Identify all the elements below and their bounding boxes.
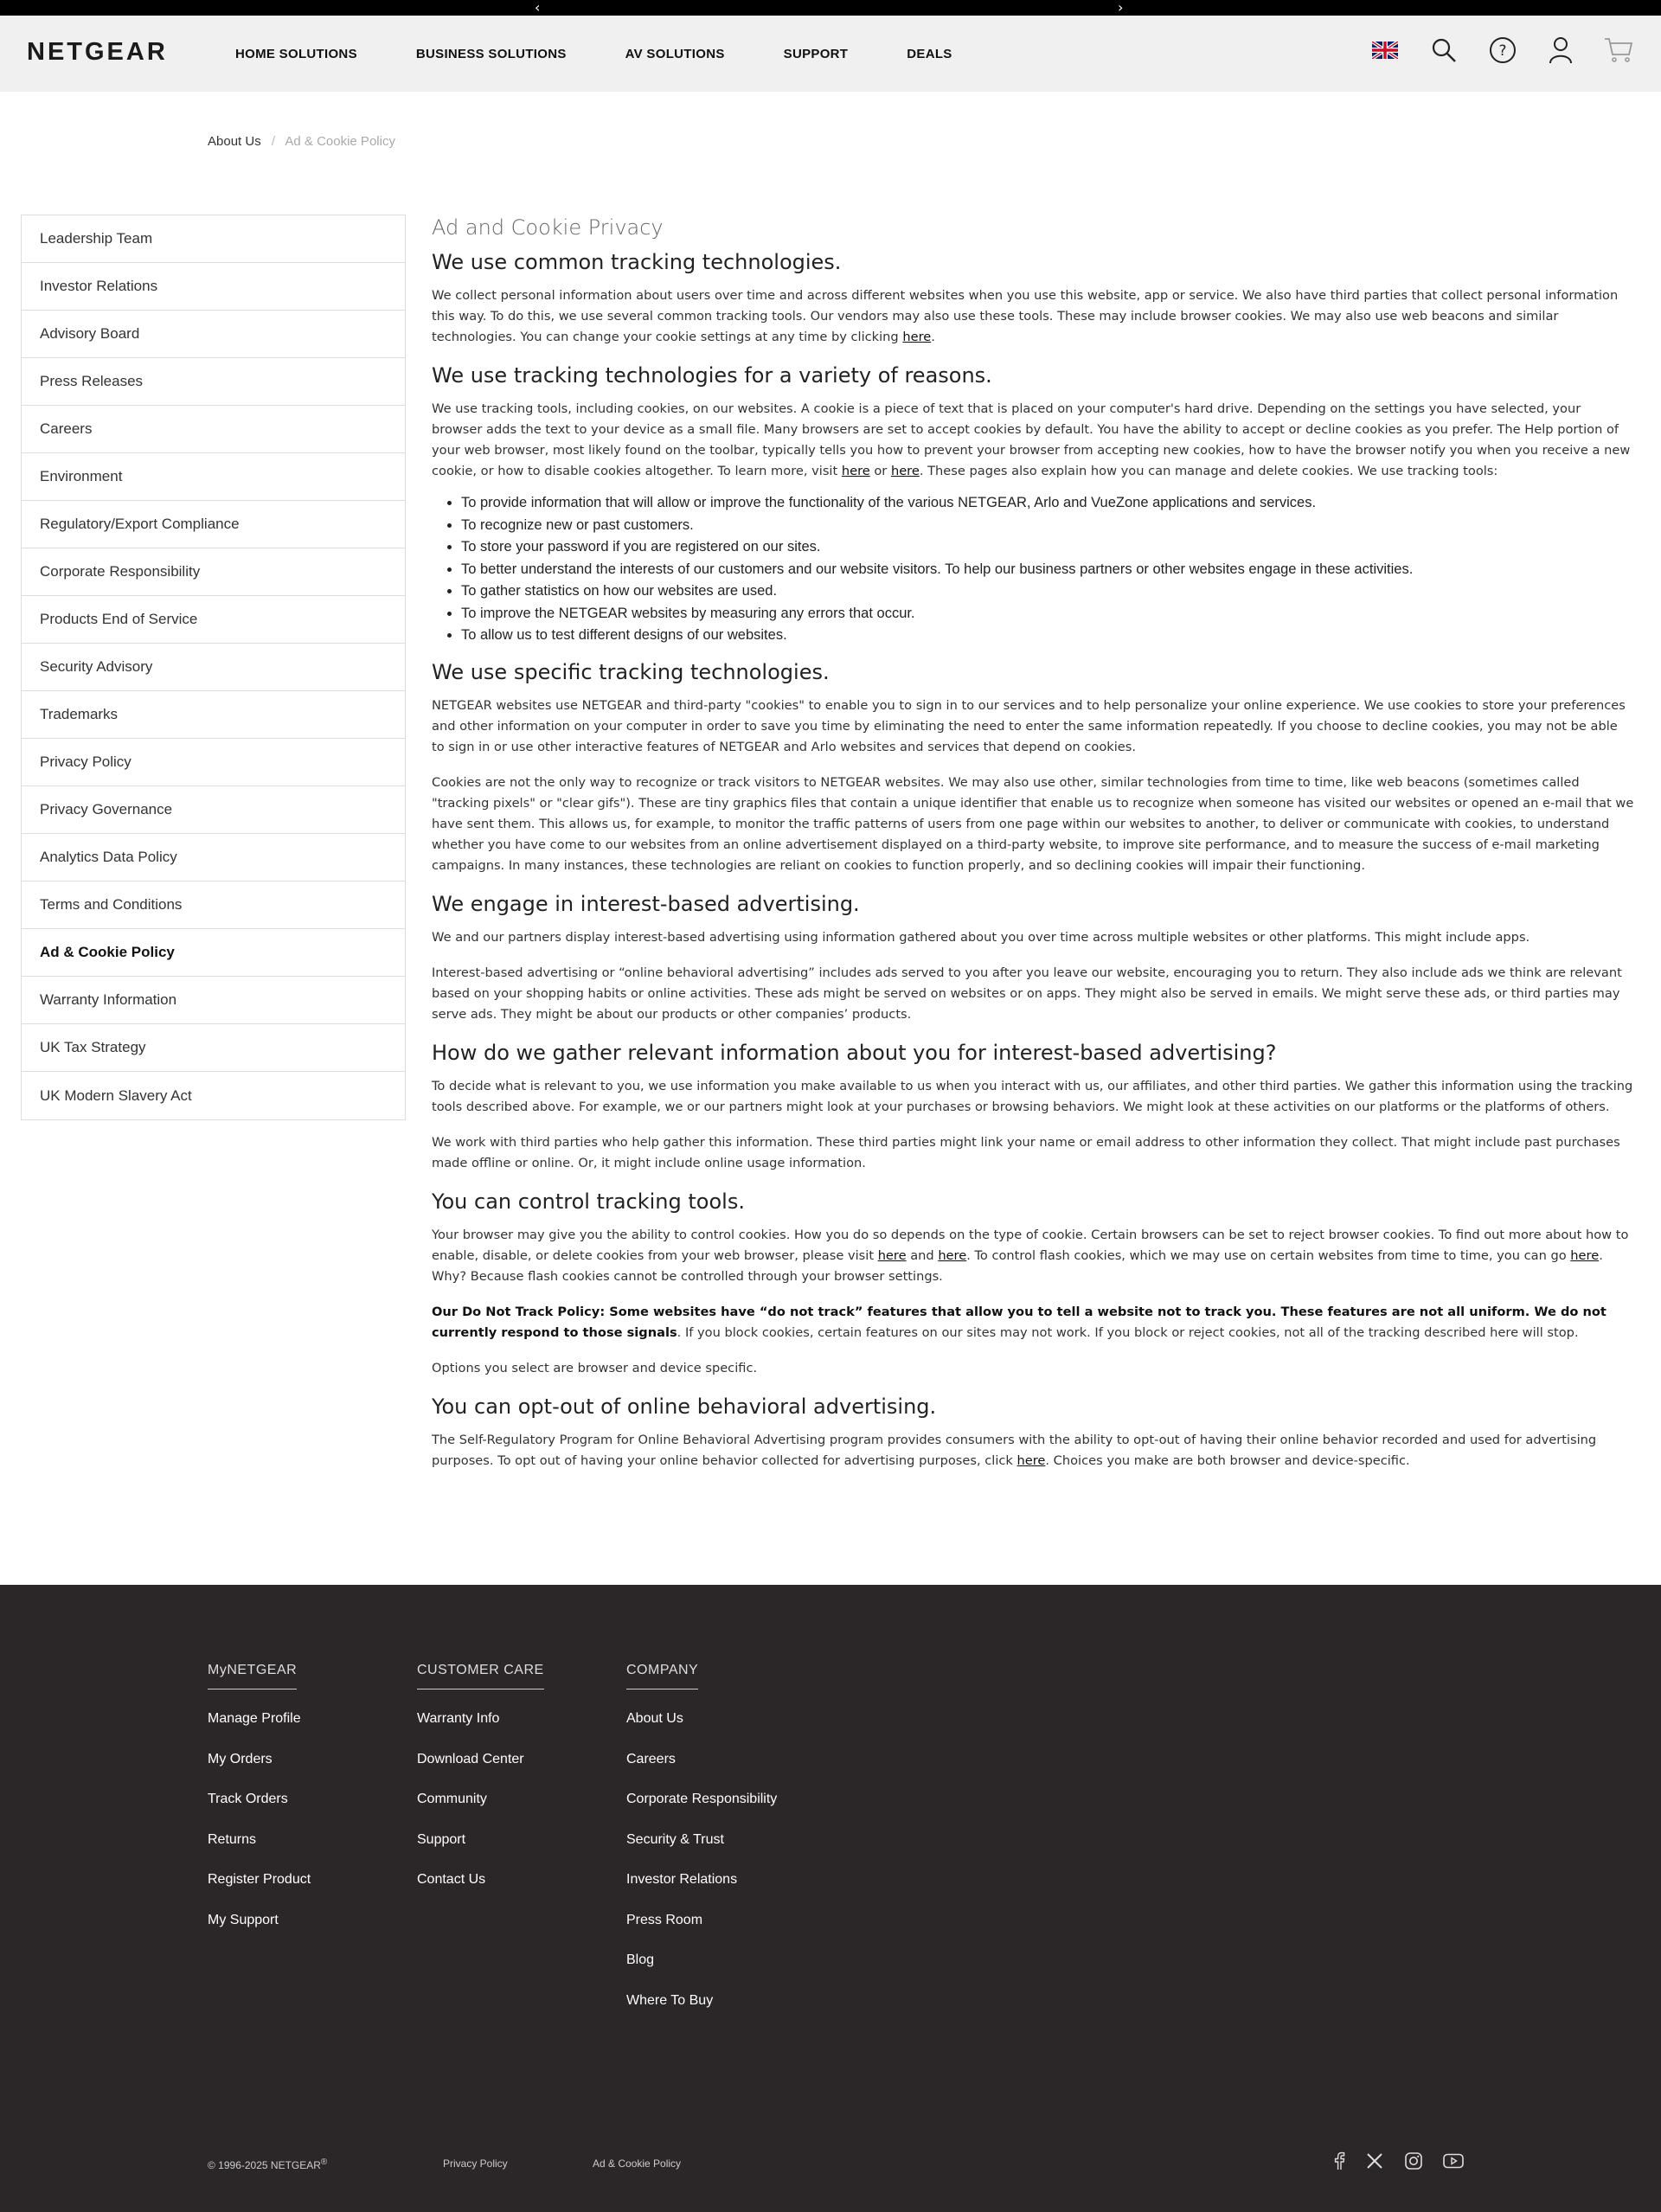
list-item: • To store your password if you are registered on our sites. xyxy=(461,536,1634,559)
page-title: Ad and Cookie Privacy xyxy=(432,215,664,240)
promo-next-chevron-right-icon[interactable]: › xyxy=(1118,0,1124,16)
sidebar-item-security-advisory[interactable]: Security Advisory xyxy=(22,644,405,691)
sidebar-item-advisory-board[interactable]: Advisory Board xyxy=(22,311,405,358)
section-heading-gather-information: How do we gather relevant information about you for interest-based advertising? xyxy=(432,1040,1277,1065)
section-heading-common-tracking: We use common tracking technologies. xyxy=(432,250,842,274)
footer-link[interactable]: Manage Profile xyxy=(208,1711,301,1726)
section-paragraph: Interest-based advertising or “online behavioral advertising” includes ads served to you after you leave our website, encouraging you to return. They also include ads we think are relevant based on your shopping habits or online activities. These ads might be served on websites or on apps. They might also be served in emails. We might serve these ads, or third parties may serve ads. They might be about our products or other companies’ products. xyxy=(432,965,1622,1022)
list-item: • To better understand the interests of our customers and our website visitors. To help our business partners or other websites engage in these activities. xyxy=(461,559,1634,581)
sidebar-item-ad-cookie-policy[interactable]: Ad & Cookie Policy xyxy=(22,929,405,977)
search-icon[interactable] xyxy=(1427,33,1461,67)
footer-link[interactable]: Corporate Responsibility xyxy=(626,1792,778,1806)
uk-flag-icon[interactable] xyxy=(1368,33,1402,67)
footer-link[interactable]: Support xyxy=(417,1831,466,1847)
site-footer xyxy=(0,1585,1661,2212)
nav-business-solutions[interactable]: BUSINESS SOLUTIONS xyxy=(415,46,567,61)
footer-link[interactable]: Community xyxy=(417,1792,487,1806)
footer-link[interactable]: Careers xyxy=(626,1751,676,1766)
promo-prev-chevron-left-icon[interactable]: ‹ xyxy=(535,0,541,16)
footer-link[interactable]: Where To Buy xyxy=(626,1992,714,2008)
sidebar-item-products-end-of-service[interactable]: Products End of Service xyxy=(22,596,405,644)
section-paragraph: We collect personal information about users over time and across different websites when you use this website, app or service. We also have third parties that collect personal information this way. To do this, we use several common tracking tools. Our vendors may also use these tools. These may include browser cookies. We may also use web beacons and similar technologies. You can change your cookie settings at any time by clicking here. xyxy=(432,288,1619,344)
section-heading-control-tracking: You can control tracking tools. xyxy=(432,1189,745,1214)
nav-support[interactable]: SUPPORT xyxy=(783,46,849,61)
footer-column-customer-care xyxy=(417,1663,544,1912)
footer-link[interactable]: Track Orders xyxy=(208,1792,288,1806)
sidebar-item-leadership-team[interactable]: Leadership Team xyxy=(22,215,405,263)
footer-heading: COMPANY xyxy=(626,1663,698,1689)
section-paragraph: Cookies are not the only way to recognize or track visitors to NETGEAR websites. We may also use other, similar technologies from time to time, like web beacons (sometimes called "tracking pixels" or "clear gifs"). These are tiny graphics files that contain a unique identifier that enable us to recognize when someone has visited our websites or opened an e-mail that we have sent them. This allows us, for example, to monitor the traffic patterns of users from one page within our websites to another, to deliver or communicate with cookies, to understand whether you have come to our websites from an online advertisement displayed on a third-party website, to improve site performance, and to measure the success of e-mail marketing campaigns. In many instances, these technologies are reliant on cookies to function properly, and so declining cookies will impair their functioning. xyxy=(432,774,1634,873)
footer-link[interactable]: Warranty Info xyxy=(417,1711,500,1726)
learn-more-link-2[interactable]: here xyxy=(890,464,920,478)
breadcrumb-separator: / xyxy=(271,134,276,149)
opt-out-link[interactable]: here xyxy=(1016,1452,1046,1468)
section-paragraph: NETGEAR websites use NETGEAR and third-party "cookies" to enable you to sign in to our services and to help personalize your online experience. We use cookies to store your preferences and other information on your computer in order to save you time by eliminating the need to enter the same information repeatedly. If you choose to decline cookies, you may not be able to sign in or use other interactive features of NETGEAR and Arlo websites and services that depend on cookies. xyxy=(432,697,1626,754)
browser-cookies-link-2[interactable]: here xyxy=(938,1247,967,1263)
main-nav xyxy=(235,16,1011,92)
footer-link[interactable]: Contact Us xyxy=(417,1872,486,1887)
sidebar-item-careers[interactable]: Careers xyxy=(22,406,405,453)
site-header xyxy=(0,16,1661,92)
sidebar-item-uk-modern-slavery-act[interactable]: UK Modern Slavery Act xyxy=(40,1087,192,1104)
footer-heading: MyNETGEAR xyxy=(208,1663,297,1689)
sidebar-item-investor-relations[interactable]: Investor Relations xyxy=(22,263,405,311)
copyright: © 1996-2025 NETGEAR® xyxy=(208,2158,328,2171)
section-paragraph: Your browser may give you the ability to control cookies. How you do so depends on the type of cookie. Certain browsers can be set to reject browser cookies. To find out more about how to enable, disable, or delete cookies from your web browser, please visit here and here. To control flash cookies, which we may use on certain websites from time to time, you can go here. Why? Because flash cookies cannot be controlled through your browser settings. xyxy=(432,1227,1629,1284)
sidebar-item-regulatory-compliance[interactable]: Regulatory/Export Compliance xyxy=(22,501,405,548)
breadcrumb-current: Ad & Cookie Policy xyxy=(285,134,395,149)
footer-column-mynetgear xyxy=(208,1663,311,1952)
section-paragraph: We and our partners display interest-based advertising using information gathered about you over time across multiple websites or other platforms. This might include apps. xyxy=(432,929,1530,945)
promo-strip xyxy=(0,0,1661,16)
nav-home-solutions[interactable]: HOME SOLUTIONS xyxy=(235,46,357,61)
sidebar-item-environment[interactable]: Environment xyxy=(22,453,405,501)
section-heading-opt-out: You can opt-out of online behavioral advertising. xyxy=(432,1394,937,1419)
x-icon[interactable] xyxy=(1363,2149,1387,2173)
sidebar-item-terms-and-conditions[interactable]: Terms and Conditions xyxy=(22,882,405,929)
sidebar-item-uk-tax-strategy[interactable]: UK Tax Strategy xyxy=(22,1024,405,1072)
netgear-logo[interactable]: NETGEAR xyxy=(27,38,168,66)
about-sidebar xyxy=(21,215,406,1120)
svg-text:?: ? xyxy=(1498,42,1507,60)
footer-link[interactable]: Blog xyxy=(626,1952,655,1967)
footer-link[interactable]: Press Room xyxy=(626,1912,703,1927)
section-paragraph: We work with third parties who help gather this information. These third parties might link your name or email address to other information they collect. That might include past purchases made offline or online. Or, it might include online usage information. xyxy=(432,1134,1620,1170)
facebook-icon[interactable] xyxy=(1327,2149,1351,2173)
footer-link[interactable]: My Orders xyxy=(208,1751,273,1766)
section-heading-interest-based-advertising: We engage in interest-based advertising. xyxy=(432,891,860,916)
breadcrumb xyxy=(208,134,395,149)
footer-link[interactable]: About Us xyxy=(626,1711,683,1726)
nav-deals[interactable]: DEALS xyxy=(907,46,952,61)
flash-cookies-link[interactable]: here xyxy=(1570,1247,1600,1263)
section-paragraph: Options you select are browser and device specific. xyxy=(432,1360,758,1375)
tracking-uses-list xyxy=(461,492,1634,647)
footer-privacy-policy-link[interactable]: Privacy Policy xyxy=(443,2158,508,2170)
footer-link[interactable]: Investor Relations xyxy=(626,1872,738,1887)
section-heading-variety-of-reasons: We use tracking technologies for a variety of reasons. xyxy=(432,363,992,388)
help-icon[interactable] xyxy=(1485,33,1520,67)
footer-link[interactable]: Returns xyxy=(208,1831,257,1847)
do-not-track-paragraph: Our Do Not Track Policy: Some websites have “do not track” features that allow you to tell a website not to track you. These features are not all uniform. We do not currently respond to those signals. If you block cookies, certain features on our sites may not work. If you block or reject cookies, not all of the tracking described here will stop. xyxy=(432,1304,1606,1340)
section-paragraph: The Self-Regulatory Program for Online Behavioral Advertising program provides consumers with the ability to opt-out of having their online behavior recorded and used for advertising purposes. To opt out of having your online behavior collected for advertising purposes, click here. Choices you make are both browser and device-specific. xyxy=(432,1432,1597,1468)
footer-link[interactable]: Register Product xyxy=(208,1872,311,1887)
footer-link[interactable]: Download Center xyxy=(417,1751,524,1766)
sidebar-item-trademarks[interactable]: Trademarks xyxy=(22,691,405,739)
list-item: • To gather statistics on how our websites are used. xyxy=(461,580,1634,603)
nav-av-solutions[interactable]: AV SOLUTIONS xyxy=(625,46,725,61)
list-item: • To improve the NETGEAR websites by measuring any errors that occur. xyxy=(461,603,1634,625)
list-item: • To provide information that will allow or improve the functionality of the various NETGEAR, Arlo and VueZone applications and services. xyxy=(461,492,1634,515)
youtube-icon[interactable] xyxy=(1441,2149,1465,2173)
sidebar-item-corporate-responsibility[interactable]: Corporate Responsibility xyxy=(22,548,405,596)
account-icon[interactable] xyxy=(1543,33,1578,67)
sidebar-item-warranty-information[interactable]: Warranty Information xyxy=(22,977,405,1024)
cookie-settings-link[interactable]: here xyxy=(902,330,932,344)
footer-link[interactable]: My Support xyxy=(208,1912,279,1927)
sidebar-item-privacy-policy[interactable]: Privacy Policy xyxy=(22,739,405,786)
footer-link[interactable]: Security & Trust xyxy=(626,1831,724,1847)
sidebar-item-privacy-governance[interactable]: Privacy Governance xyxy=(22,786,405,834)
section-paragraph: We use tracking tools, including cookies, on our websites. A cookie is a piece of text that is placed on your computer's hard drive. Depending on the settings you have selected, your browser adds the text to your device as a small file. Many browsers are set to accept cookies by default. You have the ability to accept or decline cookies as you prefer. The Help portion of your web browser, most likely found on the toolbar, typically tells you how to prevent your browser from accepting new cookies, how to have the browser notify you when you receive a new cookie, or how to disable cookies altogether. To learn more, visit here or here. These pages also explain how you can manage and delete cookies. We use tracking tools: xyxy=(432,401,1631,478)
browser-cookies-link-1[interactable]: here xyxy=(877,1247,907,1263)
list-item: • To recognize new or past customers. xyxy=(461,515,1634,537)
instagram-icon[interactable] xyxy=(1401,2149,1426,2173)
sidebar-item-press-releases[interactable]: Press Releases xyxy=(22,358,405,406)
learn-more-link-1[interactable]: here xyxy=(841,464,870,478)
policy-content xyxy=(432,215,1634,1486)
footer-column-company xyxy=(626,1663,777,2032)
list-item: • To allow us to test different designs of our websites. xyxy=(461,625,1634,647)
cart-icon[interactable] xyxy=(1601,33,1636,67)
breadcrumb-about-us[interactable]: About Us xyxy=(208,134,261,149)
footer-cookie-policy-link[interactable]: Ad & Cookie Policy xyxy=(593,2158,682,2170)
section-paragraph: To decide what is relevant to you, we use information you make available to us when you interact with us, our affiliates, and other third parties. We gather this information using the tracking tools described above. For example, we or our partners might look at your purchases or browsing behaviors. We might look at these activities on our platforms or the platforms of others. xyxy=(432,1078,1633,1114)
sidebar-item-analytics-data-policy[interactable]: Analytics Data Policy xyxy=(22,834,405,882)
section-heading-specific-tracking: We use specific tracking technologies. xyxy=(432,659,830,684)
footer-heading: CUSTOMER CARE xyxy=(417,1663,544,1689)
